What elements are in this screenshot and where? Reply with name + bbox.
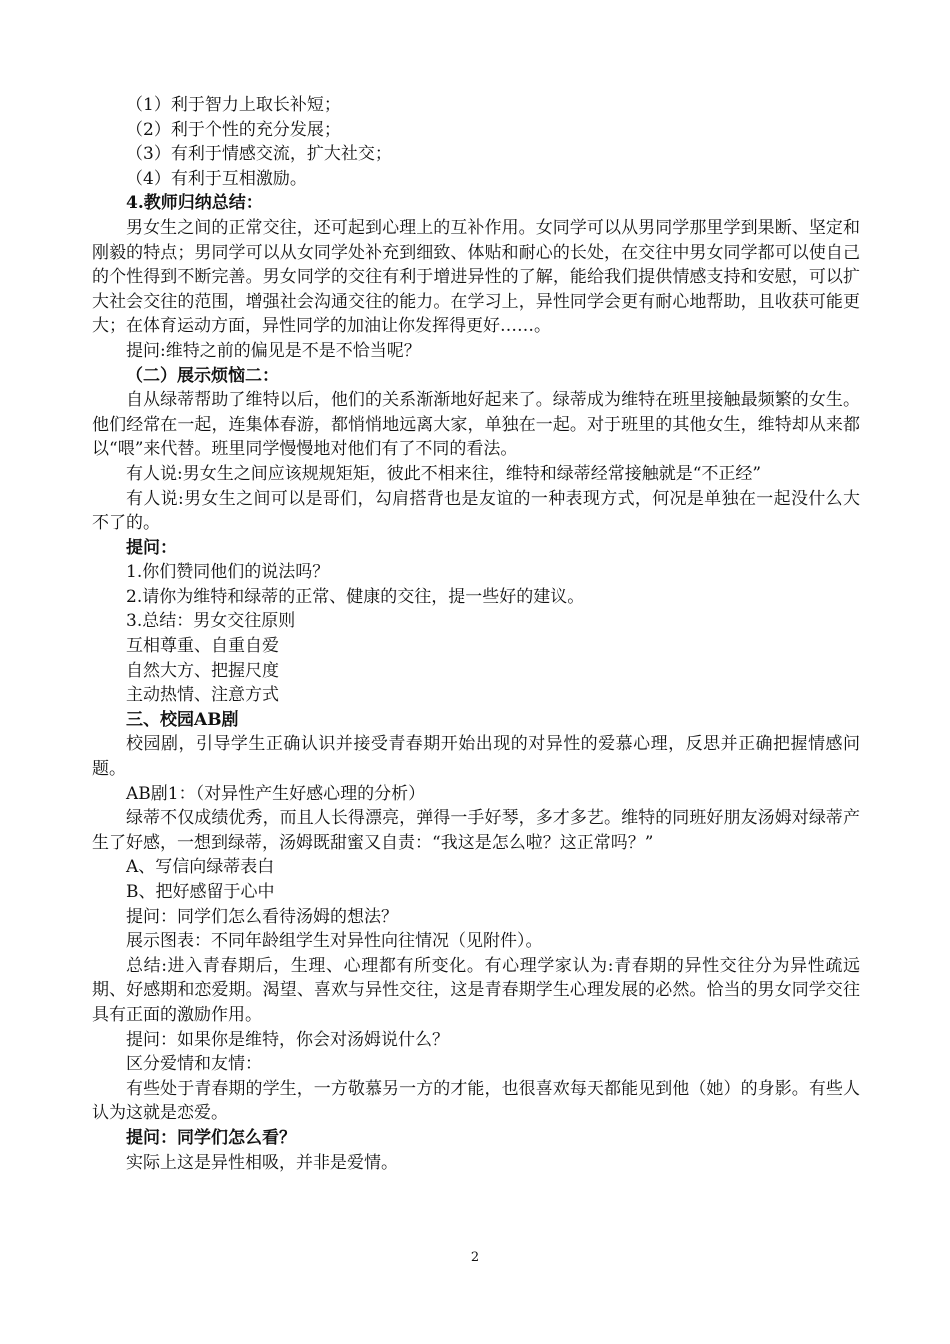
paragraph: 自从绿蒂帮助了维特以后，他们的关系渐渐地好起来了。绿蒂成为维特在班里接触最频繁的女生。他们经常在一起，连集体春游，都悄悄地远离大家，单独在一起。对于班里的其他女生，维特却从来都以“喂”来代替。班里同学慢慢地对他们有了不同的看法。 xyxy=(92,390,860,460)
section-heading: 提问：同学们怎么看？ xyxy=(126,1127,296,1148)
page-number: 2 xyxy=(470,1250,480,1265)
paragraph: 校园剧，引导学生正确认识并接受青春期开始出现的对异性的爱慕心理，反思并正确把握情感问题。 xyxy=(92,734,860,780)
paragraph: 1.你们赞同他们的说法吗？ xyxy=(126,562,330,583)
paragraph: 2.请你为维特和绿蒂的正常、健康的交往，提一些好的建议。 xyxy=(126,586,585,607)
paragraph: 3.总结：男女交往原则 xyxy=(126,611,296,632)
paragraph: 互相尊重、自重自爱 xyxy=(126,636,279,657)
section-heading: （二）展示烦恼二： xyxy=(126,365,279,386)
section-heading: 4.教师归纳总结： xyxy=(126,193,263,214)
paragraph: 展示图表：不同年龄组学生对异性向往情况（见附件）。 xyxy=(126,931,543,952)
paragraph: 区分爱情和友情： xyxy=(126,1054,262,1075)
paragraph: A、写信向绿蒂表白 xyxy=(126,857,275,878)
paragraph: （1）利于智力上取长补短； xyxy=(126,95,341,115)
paragraph: （3）有利于情感交流，扩大社交； xyxy=(126,144,392,165)
paragraph: 提问：同学们怎么看待汤姆的想法？ xyxy=(126,906,398,927)
paragraph: 提问:维特之前的偏见是不是不恰当呢？ xyxy=(126,340,421,361)
paragraph: 有些处于青春期的学生，一方敬慕另一方的才能，也很喜欢每天都能见到他（她）的身影。有些人认为这就是恋爱。 xyxy=(92,1078,860,1124)
paragraph: 有人说:男女生之间应该规规矩矩，彼此不相来往，维特和绿蒂经常接触就是“不正经” xyxy=(126,463,762,484)
paragraph: AB剧1：（对异性产生好感心理的分析） xyxy=(126,783,426,804)
section-heading: 提问： xyxy=(126,537,177,558)
paragraph: 主动热情、注意方式 xyxy=(126,685,279,706)
paragraph: 提问：如果你是维特，你会对汤姆说什么？ xyxy=(126,1029,449,1050)
paragraph: B、把好感留于心中 xyxy=(126,882,275,902)
section-heading: 三、校园AB剧 xyxy=(126,709,239,730)
document-body xyxy=(92,93,860,1175)
paragraph: （2）利于个性的充分发展； xyxy=(126,119,341,140)
paragraph: 自然大方、把握尺度 xyxy=(126,660,279,681)
paragraph: 总结:进入青春期后，生理、心理都有所变化。有心理学家认为:青春期的异性交往分为异性疏远期、好感期和恋爱期。渴望、喜欢与异性交往，这是青春期学生心理发展的必然。恰当的男女同学交往具有正面的激励作用。 xyxy=(92,955,860,1025)
paragraph: 男女生之间的正常交往，还可起到心理上的互补作用。女同学可以从男同学那里学到果断、坚定和刚毅的特点；男同学可以从女同学处补充到细致、体贴和耐心的长处，在交往中男女同学都可以使自己的个性得到不断完善。男女同学的交往有利于增进异性的了解，能给我们提供情感支持和安慰，可以扩大社会交往的范围，增强社会沟通交往的能力。在学习上，异性同学会更有耐心地帮助，且收获可能更大；在体育运动方面，异性同学的加油让你发挥得更好……。 xyxy=(92,217,860,337)
paragraph: 有人说:男女生之间可以是哥们，勾肩搭背也是友谊的一种表现方式，何况是单独在一起没什么大不了的。 xyxy=(92,488,860,534)
paragraph: 绿蒂不仅成绩优秀，而且人长得漂亮，弹得一手好琴，多才多艺。维特的同班好朋友汤姆对绿蒂产生了好感，一想到绿蒂，汤姆既甜蜜又自责：“我这是怎么啦？这正常吗？” xyxy=(92,808,860,853)
paragraph: （4）有利于互相激励。 xyxy=(126,168,307,189)
paragraph: 实际上这是异性相吸，并非是爱情。 xyxy=(126,1152,398,1173)
